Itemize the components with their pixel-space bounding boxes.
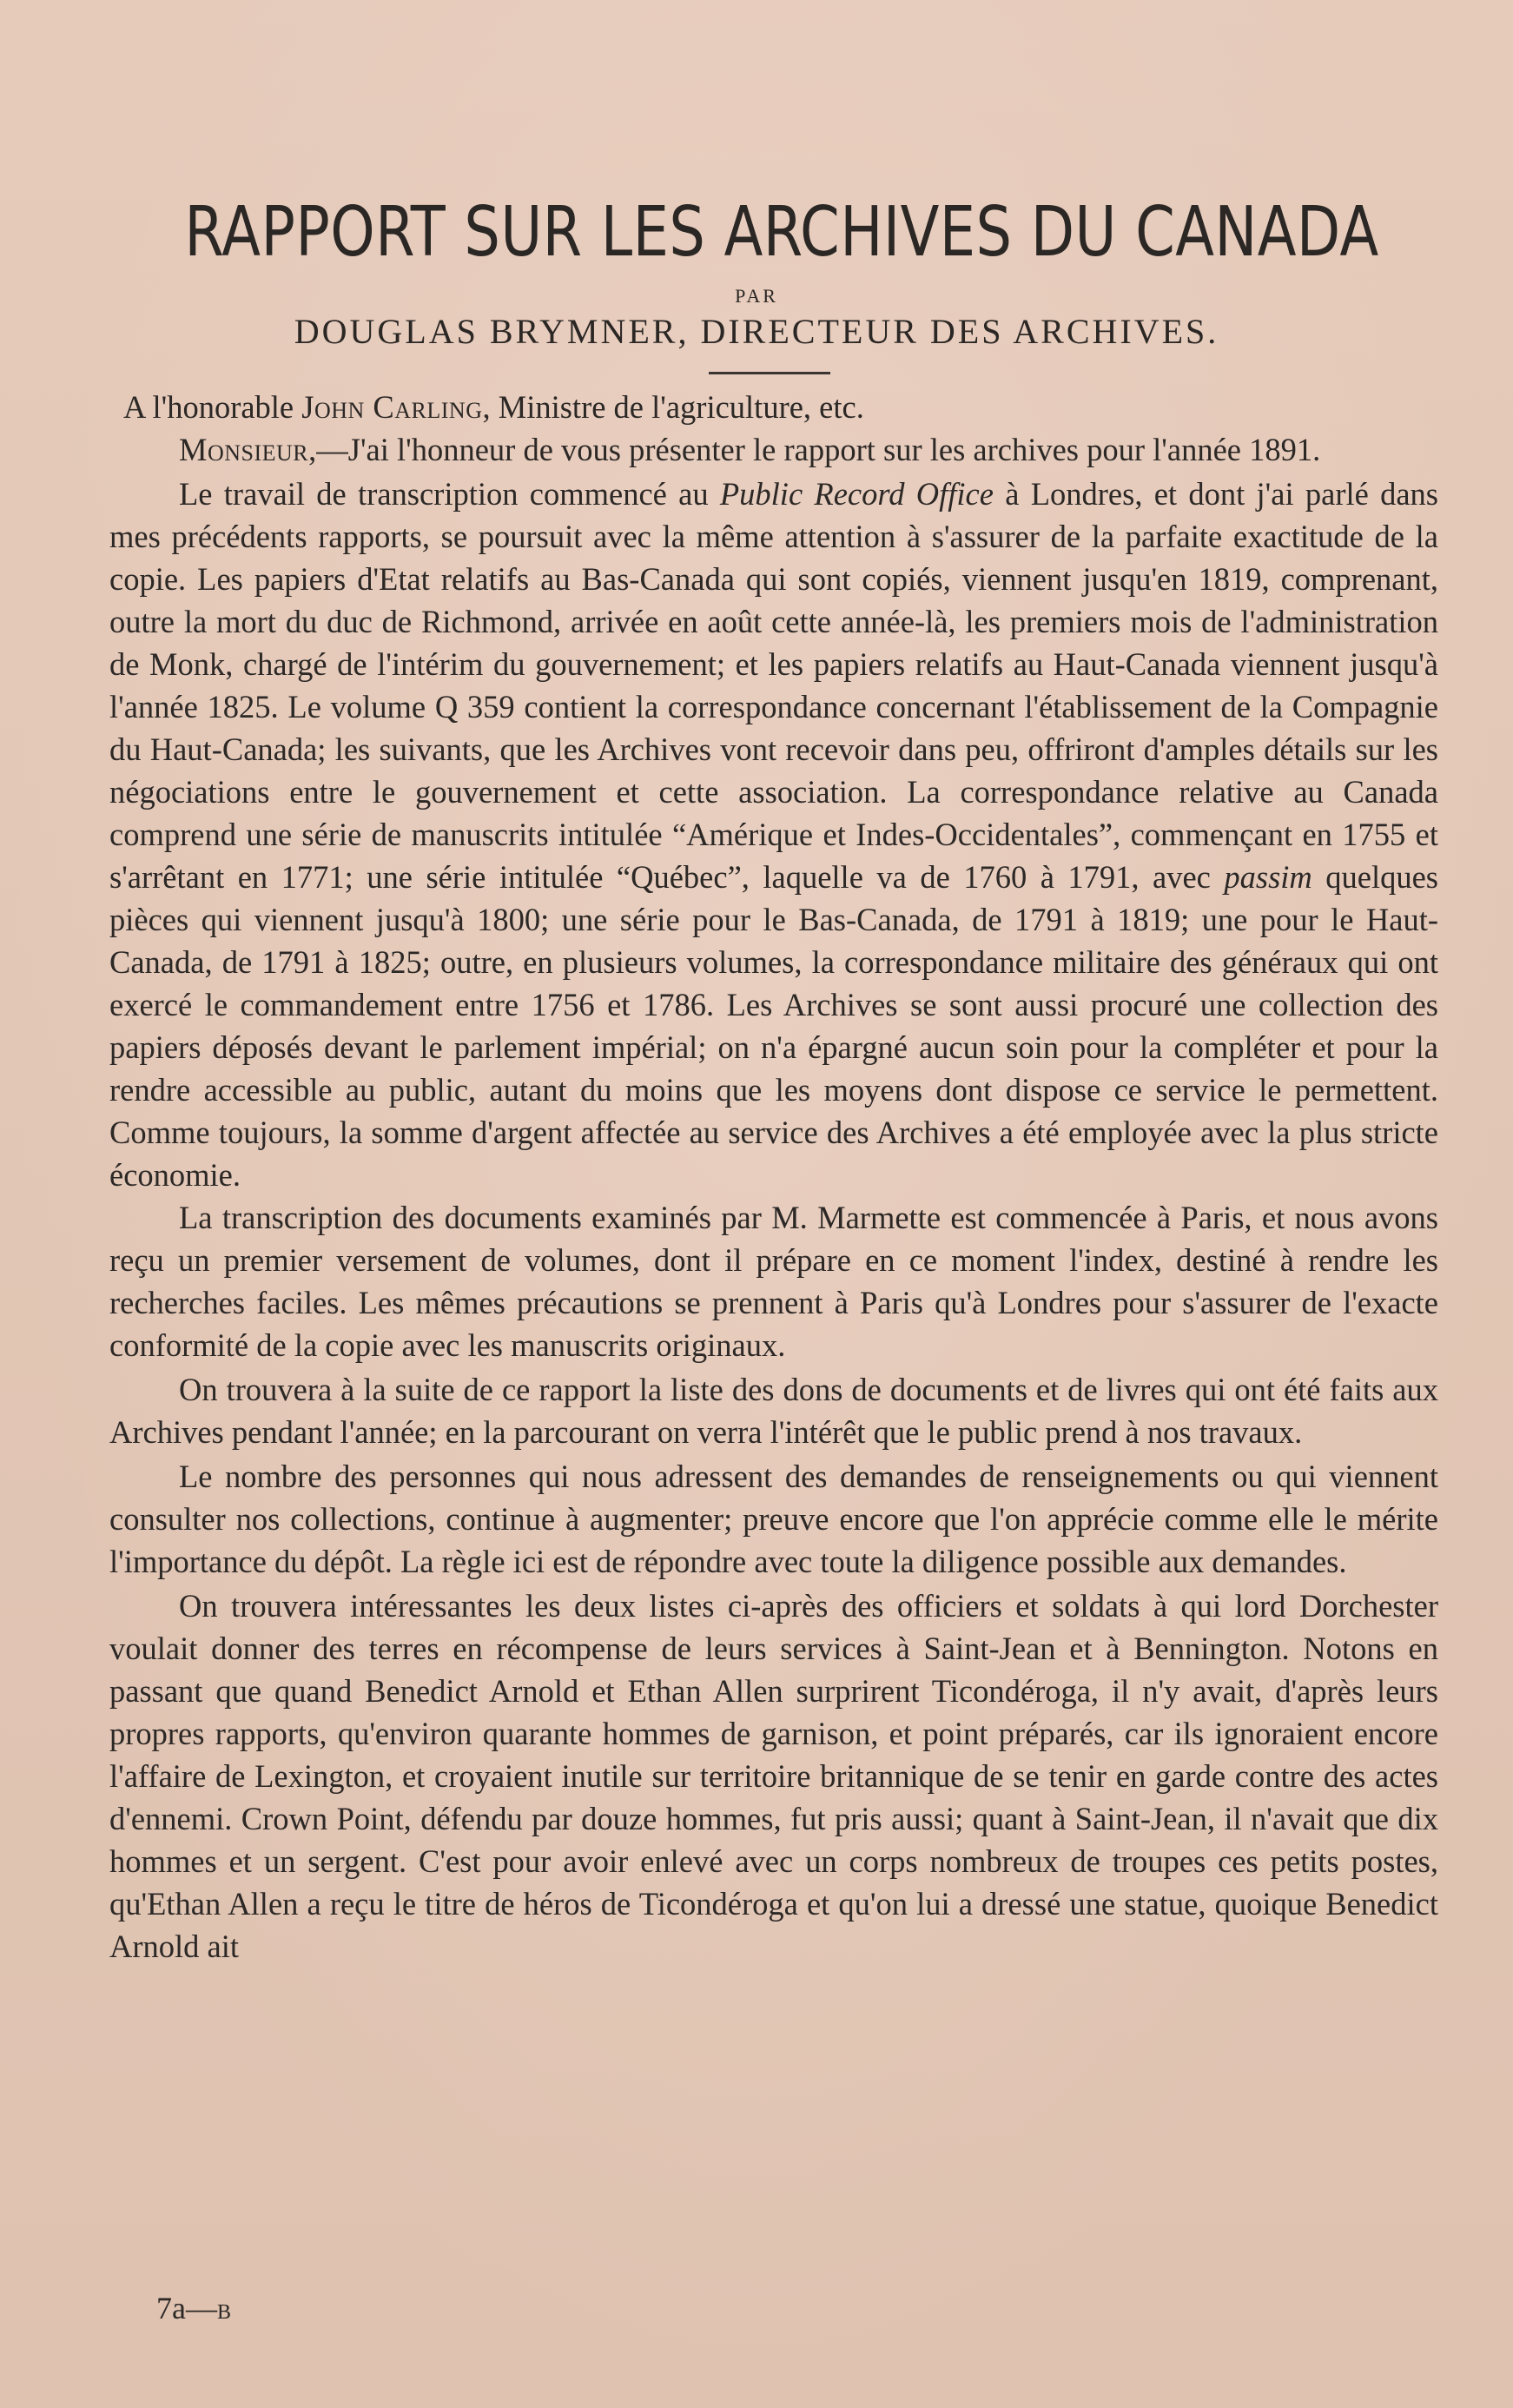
p1-text-a: Le travail de transcription commencé au bbox=[179, 476, 720, 512]
paragraph-donations: On trouvera à la suite de ce rapport la liste des dons de documents et de livres qui ont été faits aux Archives pendant l'année; en la parcourant on verra l'intérêt que le public prend à nos travaux. bbox=[109, 1372, 1438, 1450]
minister-name: John Carling bbox=[301, 389, 483, 425]
salutation bbox=[109, 386, 1438, 428]
signature-letter: B bbox=[216, 2301, 232, 2324]
paragraph-transcription-london bbox=[109, 473, 1438, 1196]
signature-number: 7a— bbox=[156, 2291, 217, 2325]
par-byline: PAR bbox=[735, 285, 778, 307]
author-line: DOUGLAS BRYMNER, DIRECTEUR DES ARCHIVES. bbox=[294, 312, 1219, 351]
p1-public-record-office: Public Record Office bbox=[719, 476, 994, 512]
paragraph-transcription-paris: La transcription des documents examinés par M. Marmette est commencée à Paris, et nous avons reçu un premier versement de volumes, dont il prépare en ce moment l'index, destiné à rendre les recherches faciles. Les mêmes précautions se prennent à Paris qu'à Londres pour s'assurer de l'exacte conformité de la copie avec les manuscrits originaux. bbox=[109, 1200, 1438, 1363]
salutation-suffix: , Ministre de l'agriculture, etc. bbox=[482, 389, 864, 425]
salutation-prefix: A l'honorable bbox=[123, 389, 302, 425]
monsieur-word: Monsieur bbox=[179, 432, 309, 467]
p1-passim: passim bbox=[1224, 859, 1312, 895]
paragraph-ticonderoga: On trouvera intéressantes les deux listes ci-après des officiers et soldats à qui lord Dorchester voulait donner des terres en récompense de leurs services à Saint-Jean et à Bennington. Notons en passant que quand Benedict Arnold et Ethan Allen surprirent Ticondéroga, il n'y avait, d'après leurs propres rapports, qu'environ quarante hommes de garnison, et point préparés, car ils ignoraient encore l'affaire de Lexington, et croyaient inutile sur territoire britannique de se tenir en garde contre des actes d'ennemi. Crown Point, défendu par douze hommes, fut pris aussi; quant à Saint-Jean, il n'avait que dix hommes et un sergent. C'est pour avoir enlevé avec un corps nombreux de troupes ces petits postes, qu'Ethan Allen a reçu le titre de héros de Ticondéroga et qu'on lui a dressé une statue, quoique Benedict Arnold ait bbox=[109, 1588, 1438, 1964]
report-title: RAPPORT SUR LES ARCHIVES DU CANADA bbox=[184, 192, 1379, 272]
p1-text-b: à Londres, et dont j'ai parlé dans mes précédents rapports, se poursuit avec la même attention à s'assurer de la parfaite exactitude de la copie. Les papiers d'Etat relatifs au Bas-Canada qui sont copiés, viennent jusqu'en 1819, comprenant, outre la mort du duc de Richmond, arrivée en août cette année-là, les premiers mois de l'administration de Monk, chargé de l'intérim du gouvernement; et les papiers relatifs au Haut-Canada viennent jusqu'à l'année 1825. Le volume Q 359 contient la correspondance concernant l'établissement de la Compagnie du Haut-Canada; les suivants, que les Archives vont recevoir dans peu, offriront d'amples détails sur les négociations entre le gouvernement et cette association. La correspondance relative au Canada comprend une série de manuscrits intitulée “Amérique et Indes-Occidentales”, commençant en 1755 et s'arrêtant en 1771; une série intitulée “Québec”, laquelle va de 1760 à 1791, avec bbox=[109, 476, 1438, 895]
report-body bbox=[109, 386, 1438, 1968]
opening-text: ,—J'ai l'honneur de vous présenter le rapport sur les archives pour l'année 1891. bbox=[308, 432, 1321, 467]
p1-text-c: quelques pièces qui viennent jusqu'à 1800; une série pour le Bas-Canada, de 1791 à 1819; une pour le Haut-Canada, de 1791 à 1825; outre, en plusieurs volumes, la correspondance militaire des généraux qui ont exercé le commandement entre 1756 et 1786. Les Archives se sont aussi procuré une collection des papiers déposés devant le parlement impérial; on n'a épargné aucun soin pour la compléter et pour la rendre accessible au public, autant du moins que les moyens dont dispose ce service le permettent. Comme toujours, la somme d'argent affectée au service des Archives a été employée avec la plus stricte économie. bbox=[109, 859, 1439, 1193]
title-rule bbox=[709, 372, 830, 374]
paragraph-requests: Le nombre des personnes qui nous adressent des demandes de renseignements ou qui viennent consulter nos collections, continue à augmenter; preuve encore que l'on apprécie comme elle le mérite l'importance du dépôt. La règle ici est de répondre avec toute la diligence possible aux demandes. bbox=[109, 1459, 1438, 1579]
signature-mark bbox=[156, 2290, 232, 2326]
opening-paragraph bbox=[109, 428, 1438, 471]
